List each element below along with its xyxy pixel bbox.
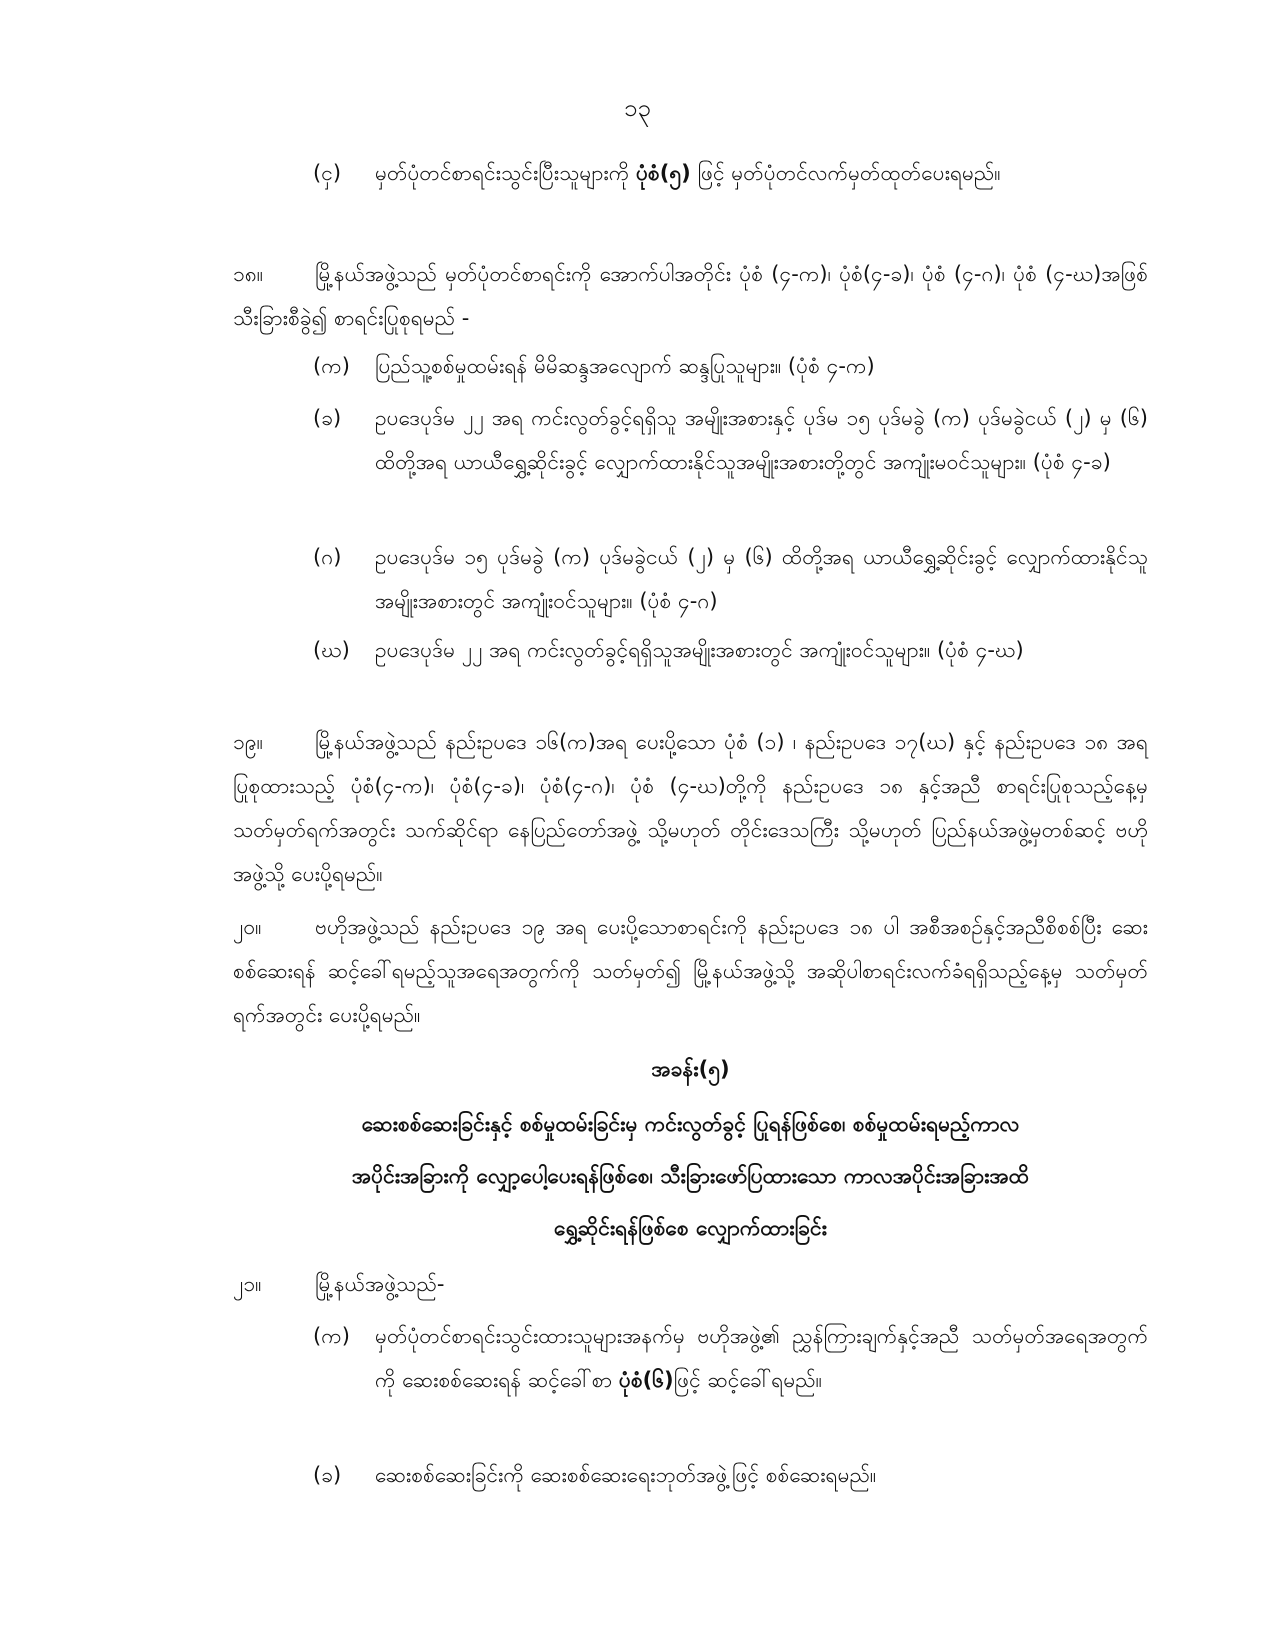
rule-19-paragraph bbox=[233, 720, 1148, 896]
rule-21-paragraph bbox=[233, 1262, 1148, 1306]
rule-number: ၁၈။ bbox=[233, 262, 264, 286]
rule-21-item-b bbox=[313, 1453, 1148, 1497]
item-text-bold: ပုံစံ(၅) bbox=[635, 161, 691, 185]
list-item-top bbox=[313, 151, 1148, 195]
rule-20-paragraph bbox=[233, 905, 1148, 1037]
item-marker: (ဂ) bbox=[313, 545, 342, 569]
item-text-after: ဖြင့် မှတ်ပုံတင်လက်မှတ်ထုတ်ပေးရမည်။ bbox=[697, 161, 1001, 185]
item-text-after: ဖြင့် ဆင့်ခေါ်ရမည်။ bbox=[673, 1368, 823, 1392]
item-text-before: မှတ်ပုံတင်စာရင်းသွင်းထားသူများအနက်မှ ဗဟိုအဖွဲ့၏ ညွှန်ကြားချက်နှင့်အညီ သတ်မှတ်အရေအတွက်ကို ဆေးစစ်ဆေးရန် ဆင့်ခေါ်စာ bbox=[375, 1324, 1148, 1392]
item-marker: (ခ) bbox=[313, 1463, 342, 1487]
rule-18-paragraph bbox=[233, 252, 1148, 340]
rule-21-item-a bbox=[313, 1314, 1148, 1402]
rule-18-item-d bbox=[313, 628, 1148, 672]
rule-text: မြို့နယ်အဖွဲ့သည် နည်းဥပဒေ ၁၆(က)အရ ပေးပို့သော ပုံစံ (၁) ၊ နည်းဥပဒေ ၁၇(ဃ) နှင့် နည်းဥပဒေ ၁၈ အရ ပြုစုထားသည့် ပုံစံ(၄-က)၊ ပုံစံ(၄-ခ)၊ ပုံစံ(၄-ဂ)၊ ပုံစံ (၄-ဃ)တို့ကို နည်းဥပဒေ ၁၈ နှင့်အညီ စာရင်းပြုစုသည့်နေ့မှ သတ်မှတ်ရက်အတွင်း သက်ဆိုင်ရာ နေပြည်တော်အဖွဲ့ သို့မဟုတ် တိုင်းဒေသကြီး သို့မဟုတ် ပြည်နယ်အဖွဲ့မှတစ်ဆင့် ဗဟိုအဖွဲ့သို့ ပေးပို့ရမည်။ bbox=[233, 730, 1148, 886]
rule-number: ၂၁။ bbox=[233, 1272, 262, 1296]
rule-18-item-b bbox=[313, 396, 1148, 484]
item-text bbox=[313, 151, 1148, 195]
item-text: ဆေးစစ်ဆေးခြင်းကို ဆေးစစ်ဆေးရေးဘုတ်အဖွဲ့ဖြင့် စစ်ဆေးရမည်။ bbox=[375, 1463, 877, 1487]
rule-text: မြို့နယ်အဖွဲ့သည် မှတ်ပုံတင်စာရင်းကို အောက်ပါအတိုင်း ပုံစံ (၄-က)၊ ပုံစံ(၄-ခ)၊ ပုံစံ (၄-ဂ)၊ ပုံစံ (၄-ဃ)အဖြစ် သီးခြားစီခွဲ၍ စာရင်းပြုစုရမည် - bbox=[233, 262, 1148, 330]
chapter-title-line-3: ရွှေ့ဆိုင်းရန်ဖြစ်စေ လျှောက်ထားခြင်း bbox=[554, 1216, 827, 1240]
page-number: ၁၃ bbox=[624, 94, 651, 122]
item-text: ဥပဒေပုဒ်မ ၁၅ ပုဒ်မခွဲ (က) ပုဒ်မခွဲငယ် (၂) မှ (၆) ထိတို့အရ ယာယီရွှေ့ဆိုင်းခွင့် လျှောက်ထားနိုင်သူ အမျိုးအစားတွင် အကျုံးဝင်သူများ။ (ပုံစံ ၄-ဂ) bbox=[375, 545, 1148, 613]
rule-18-item-a bbox=[313, 344, 1148, 388]
rule-number: ၂၀။ bbox=[233, 915, 262, 939]
chapter-label: အခန်း(၅) bbox=[651, 1057, 730, 1081]
item-text bbox=[313, 1314, 1148, 1402]
item-text: ဥပဒေပုဒ်မ ၂၂ အရ ကင်းလွတ်ခွင့်ရရှိသူအမျိုးအစားတွင် အကျုံးဝင်သူများ။ (ပုံစံ ၄-ဃ) bbox=[375, 638, 1024, 662]
item-text: ဥပဒေပုဒ်မ ၂၂ အရ ကင်းလွတ်ခွင့်ရရှိသူ အမျိုးအစားနှင့် ပုဒ်မ ၁၅ ပုဒ်မခွဲ (က) ပုဒ်မခွဲငယ် (၂) မှ (၆) ထိတို့အရ ယာယီရွှေ့ဆိုင်းခွင့် လျှောက်ထားနိုင်သူအမျိုးအစားတို့တွင် အကျုံးမဝင်သူများ။ (ပုံစံ ၄-ခ) bbox=[375, 406, 1148, 474]
rule-text: မြို့နယ်အဖွဲ့သည်- bbox=[315, 1272, 445, 1296]
rule-text: ဗဟိုအဖွဲ့သည် နည်းဥပဒေ ၁၉ အရ ပေးပို့သောစာရင်းကို နည်းဥပဒေ ၁၈ ပါ အစီအစဉ်နှင့်အညီစိစစ်ပြီး ဆေးစစ်ဆေးရန် ဆင့်ခေါ်ရမည့်သူအရေအတွက်ကို သတ်မှတ်၍ မြို့နယ်အဖွဲ့သို့ အဆိုပါစာရင်းလက်ခံရရှိသည့်နေ့မှ သတ်မှတ်ရက်အတွင်း ပေးပို့ရမည်။ bbox=[233, 915, 1148, 1027]
item-text-bold: ပုံစံ(၆) bbox=[618, 1368, 674, 1392]
item-marker: (ဃ) bbox=[313, 638, 350, 662]
rule-number: ၁၉။ bbox=[233, 730, 263, 754]
item-text: ပြည်သူ့စစ်မှုထမ်းရန် မိမိဆန္ဒအလျောက် ဆန္ဒပြုသူများ။ (ပုံစံ ၄-က) bbox=[375, 354, 875, 378]
item-marker: (က) bbox=[313, 1324, 350, 1348]
chapter-title-line-2: အပိုင်းအခြားကို လျှော့ပေါ့ပေးရန်ဖြစ်စေ၊ သီးခြားဖော်ပြထားသော ကာလအပိုင်းအခြားအထိ bbox=[351, 1164, 1030, 1188]
rule-18-item-c bbox=[313, 535, 1148, 623]
item-marker: (က) bbox=[313, 354, 350, 378]
item-text-before: မှတ်ပုံတင်စာရင်းသွင်းပြီးသူများကို bbox=[375, 161, 630, 185]
chapter-title-line-1: ဆေးစစ်ဆေးခြင်းနှင့် စစ်မှုထမ်းခြင်းမှ ကင်းလွတ်ခွင့် ပြုရန်ဖြစ်စေ၊ စစ်မှုထမ်းရမည့်ကာလ bbox=[361, 1112, 1020, 1136]
item-marker: (ခ) bbox=[313, 406, 342, 430]
item-marker: (ငှ) bbox=[313, 161, 342, 185]
